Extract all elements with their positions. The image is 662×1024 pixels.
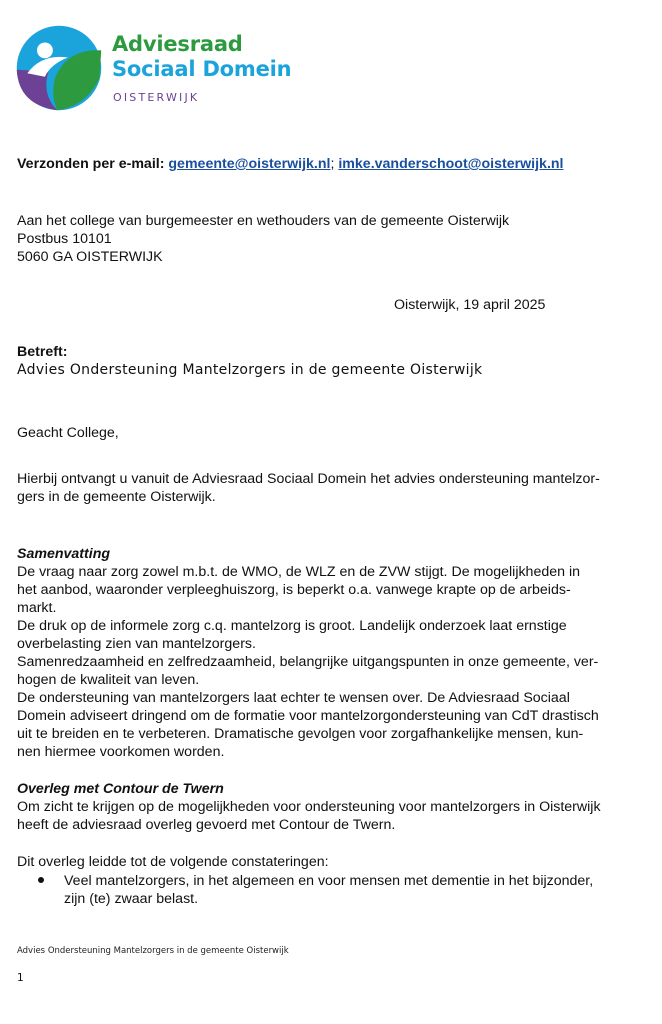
summary-line-8: De ondersteuning van mantelzorgers laat echter te wensen over. De Adviesraad Sociaal: [17, 690, 570, 706]
subject-label: Betreft:: [17, 344, 68, 360]
logo-head-dot: [37, 42, 53, 58]
email-link-gemeente[interactable]: gemeente@oisterwijk.nl: [168, 156, 331, 172]
logo-mark: [15, 24, 103, 112]
consultation-heading: Overleg met Contour de Twern: [17, 781, 224, 797]
summary-line-4: De druk op de informele zorg c.q. mantelzorg is groot. Landelijk onderzoek laat ernstige: [17, 618, 567, 634]
email-link-imke[interactable]: imke.vanderschoot@oisterwijk.nl: [338, 156, 564, 172]
consultation-line-2: heeft de adviesraad overleg gevoerd met Contour de Twern.: [17, 817, 396, 833]
address-line-2: Postbus 10101: [17, 231, 112, 247]
summary-line-2: het aanbod, waaronder verpleeghuiszorg, is beperkt o.a. vanwege krapte op de arbeids-: [17, 582, 571, 598]
summary-heading: Samenvatting: [17, 546, 111, 562]
conclusion-intro: Dit overleg leidde tot de volgende constateringen:: [17, 854, 329, 870]
page-number: 1: [17, 972, 24, 984]
summary-line-3: markt.: [17, 600, 57, 616]
consultation-line-1: Om zicht te krijgen op de mogelijkheden voor ondersteuning voor mantelzorgers in Oisterwijk: [17, 799, 601, 815]
address-line-3: 5060 GA OISTERWIJK: [17, 249, 163, 265]
bullet-icon: [38, 877, 44, 883]
logo-title-line1: Adviesraad: [112, 32, 243, 56]
summary-line-5: overbelasting zien van mantelzorgers.: [17, 636, 256, 652]
letter-date: Oisterwijk, 19 april 2025: [394, 297, 546, 313]
summary-line-7: hogen de kwaliteit van leven.: [17, 672, 200, 688]
bullet-line-2: zijn (te) zwaar belast.: [64, 891, 199, 907]
summary-line-6: Samenredzaamheid en zelfredzaamheid, belangrijke uitgangspunten in onze gemeente, ver-: [17, 654, 599, 670]
page-footer: Advies Ondersteuning Mantelzorgers in de gemeente Oisterwijk: [17, 946, 289, 956]
logo-title-line2: Sociaal Domein: [112, 57, 292, 81]
summary-line-1: De vraag naar zorg zowel m.b.t. de WMO, de WLZ en de ZVW stijgt. De mogelijkheden in: [17, 564, 580, 580]
summary-line-11: nen hiermee voorkomen worden.: [17, 744, 225, 760]
logo-subtitle: OISTERWIJK: [113, 91, 200, 104]
subject-text: Advies Ondersteuning Mantelzorgers in de gemeente Oisterwijk: [17, 362, 483, 378]
summary-line-9: Domein adviseert dringend om de formatie voor mantelzorgondersteuning van CdT drastisch: [17, 708, 599, 724]
sent-label: Verzonden per e-mail:: [17, 156, 165, 172]
salutation: Geacht College,: [17, 425, 119, 441]
intro-line-2: gers in de gemeente Oisterwijk.: [17, 489, 216, 505]
sent-by-email-line: [17, 155, 564, 173]
address-line-1: Aan het college van burgemeester en wethouders van de gemeente Oisterwijk: [17, 213, 510, 229]
intro-line-1: Hierbij ontvangt u vanuit de Adviesraad Sociaal Domein het advies ondersteuning mantelzor-: [17, 471, 600, 487]
email-separator: ;: [330, 156, 335, 172]
bullet-line-1: Veel mantelzorgers, in het algemeen en voor mensen met dementie in het bijzonder,: [64, 873, 594, 889]
summary-line-10: uit te breiden en te verbeteren. Dramatische gevolgen voor zorgafhankelijke mensen, kun-: [17, 726, 584, 742]
